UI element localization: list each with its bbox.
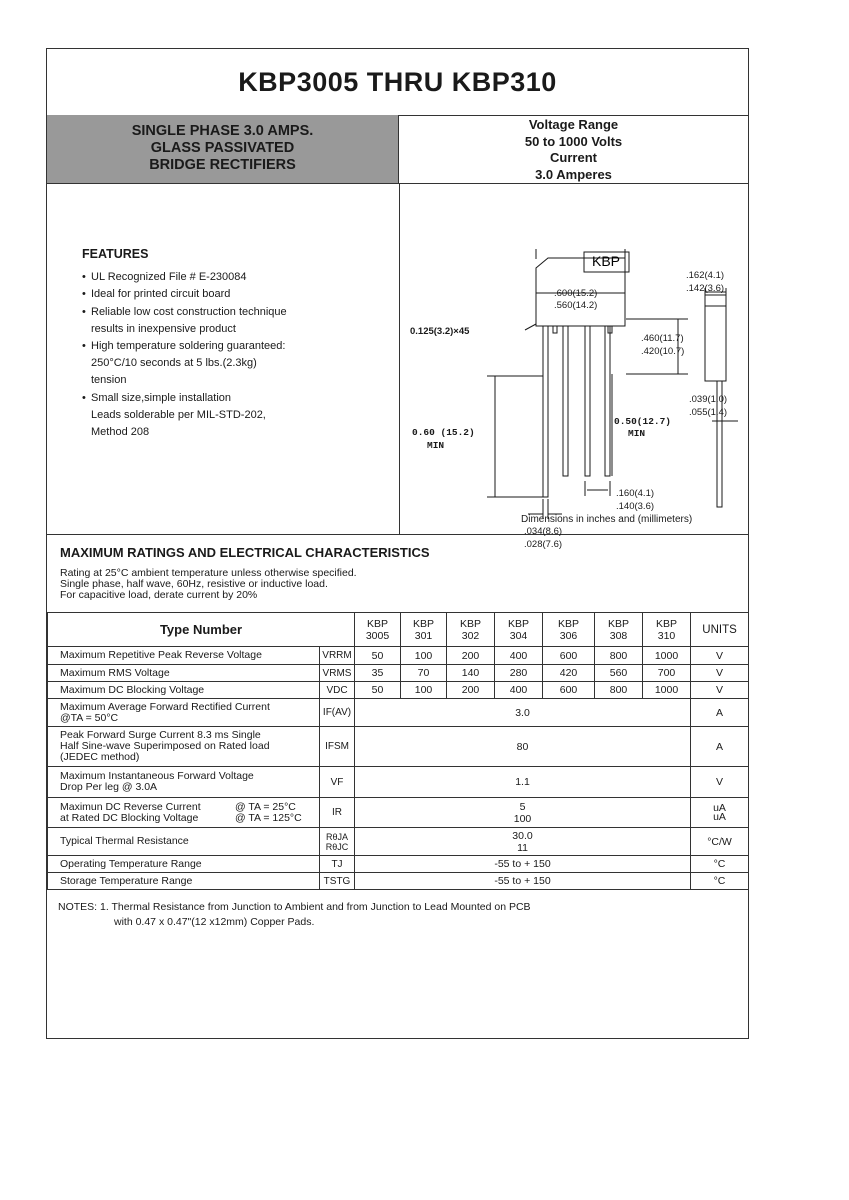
value-cell: 700 [643, 665, 691, 682]
part-header: KBP 304 [495, 613, 543, 647]
dimensions-note: Dimensions in inches and (millimeters) [521, 514, 693, 525]
value-cell: 1000 [643, 682, 691, 699]
part-header: KBP 301 [401, 613, 447, 647]
value-cell: 600 [543, 682, 595, 699]
table-row [48, 699, 749, 727]
symbol-cell: VF [320, 767, 355, 798]
feature-text: tension [91, 374, 127, 387]
lead [563, 326, 568, 476]
dim-pitch-top: .160(4.1) [616, 488, 655, 499]
table-row [48, 828, 749, 856]
datasheet-frame [46, 48, 749, 1039]
ratings-title: MAXIMUM RATINGS AND ELECTRICAL CHARACTERISTICS [60, 545, 430, 560]
type-number-header: Type Number [48, 613, 355, 647]
desc-line: SINGLE PHASE 3.0 AMPS. [131, 123, 314, 139]
table-row [48, 873, 749, 890]
value-cell: 100 [401, 647, 447, 665]
value-cell: 1000 [643, 647, 691, 665]
table-row [48, 798, 749, 828]
dim-height-top: .460(11.7) [641, 333, 684, 344]
unit-cell: V [691, 767, 749, 798]
value-cell: 140 [447, 665, 495, 682]
bullet: • [82, 340, 86, 353]
value-cell: 50 [355, 682, 401, 699]
param-cell: Maximum Repetitive Peak Reverse Voltage [48, 647, 320, 665]
feature-text: 250°C/10 seconds at 5 lbs.(2.3kg) [91, 357, 257, 370]
units-header: UNITS [691, 613, 749, 647]
product-rating-summary [399, 115, 748, 184]
symbol-cell: RθJA RθJC [320, 828, 355, 856]
bullet: • [82, 288, 86, 301]
feature-text: Ideal for printed circuit board [91, 288, 231, 301]
value-cell: 50 [355, 647, 401, 665]
summary-line: Voltage Range [528, 117, 619, 132]
unit-cell: A [691, 727, 749, 767]
dim-side-bot: .055(1.4) [689, 407, 728, 418]
lead [605, 326, 610, 476]
value-cell: 400 [495, 647, 543, 665]
value-cell: 5 100 [355, 798, 691, 828]
table-row [48, 665, 749, 682]
part-header: KBP 310 [643, 613, 691, 647]
value-cell: -55 to + 150 [355, 873, 691, 890]
table-row [48, 767, 749, 798]
unit-cell: V [691, 682, 749, 699]
value-cell: 3.0 [355, 699, 691, 727]
package-side-view [705, 295, 726, 381]
table-row [48, 727, 749, 767]
table-header-row [48, 613, 749, 647]
value-cell: 1.1 [355, 767, 691, 798]
notes-footer [58, 900, 531, 930]
lead [585, 326, 590, 476]
unit-cell: uA uA [691, 798, 749, 828]
dim-thick-top: .162(4.1) [686, 270, 725, 281]
dim-lead-left: 0.60 (15.2) [412, 427, 475, 438]
value-cell: 280 [495, 665, 543, 682]
ratings-note: Rating at 25°C ambient temperature unless otherwise specified. [60, 567, 357, 579]
param-cell: Typical Thermal Resistance [48, 828, 320, 856]
ratings-notes [60, 568, 357, 601]
part-header: KBP 3005 [355, 613, 401, 647]
package-name-label: KBP [592, 253, 621, 269]
feature-text: UL Recognized File # E-230084 [91, 271, 247, 284]
feature-text: Reliable low cost construction technique [91, 305, 287, 318]
value-cell: 30.0 11 [355, 828, 691, 856]
value-cell: 800 [595, 682, 643, 699]
value-cell: -55 to + 150 [355, 856, 691, 873]
feature-item [82, 338, 287, 390]
symbol-cell: IF(AV) [320, 699, 355, 727]
value-cell: 200 [447, 682, 495, 699]
page-title: KBP3005 THRU KBP310 [47, 49, 748, 116]
feature-item [82, 286, 287, 303]
section-divider [47, 534, 748, 535]
part-header: KBP 302 [447, 613, 495, 647]
dim-lead-right: 0.50(12.7) [614, 416, 672, 427]
symbol-cell: VRMS [320, 665, 355, 682]
dim-width-top: .600(15.2) [554, 288, 598, 299]
feature-text: Small size,simple installation [91, 391, 231, 404]
param-cell: Operating Temperature Range [48, 856, 320, 873]
value-cell: 400 [495, 682, 543, 699]
dim-lead-left-min: MIN [427, 440, 445, 451]
symbol-cell: VDC [320, 682, 355, 699]
value-cell: 100 [401, 682, 447, 699]
note-line: NOTES: 1. Thermal Resistance from Junction to Ambient and from Junction to Lead Mounted on PCB [58, 901, 531, 913]
symbol-cell: IFSM [320, 727, 355, 767]
part-header: KBP 308 [595, 613, 643, 647]
bullet: • [82, 271, 86, 284]
desc-line: BRIDGE RECTIFIERS [149, 157, 296, 173]
ratings-note: For capacitive load, derate current by 20% [60, 589, 258, 601]
value-cell: 80 [355, 727, 691, 767]
param-cell: Maximun DC Reverse Current at Rated DC Blocking Voltage @ TA = 25°C @ TA = 125°C [48, 798, 320, 828]
dim-width-bot: .560(14.2) [554, 300, 598, 311]
dim-lead-right-min: MIN [628, 428, 646, 439]
unit-cell: V [691, 647, 749, 665]
value-cell: 35 [355, 665, 401, 682]
dim-height-bot: .420(10.7) [641, 346, 685, 357]
param-cell: Storage Temperature Range [48, 873, 320, 890]
summary-line: Current [550, 150, 597, 165]
unit-cell: A [691, 699, 749, 727]
ratings-table [47, 612, 749, 890]
feature-item [82, 269, 287, 286]
lead [543, 326, 548, 497]
dim-pin-bot: .028(7.6) [524, 539, 563, 550]
features-list [82, 269, 287, 441]
unit-cell: °C [691, 856, 749, 873]
product-description [47, 115, 399, 184]
dim-pin-top: .034(8.6) [524, 526, 563, 537]
value-cell: 70 [401, 665, 447, 682]
part-header: KBP 306 [543, 613, 595, 647]
features-section [82, 246, 287, 441]
value-cell: 420 [543, 665, 595, 682]
feature-text: Method 208 [91, 426, 150, 439]
symbol-cell: TJ [320, 856, 355, 873]
feature-text: High temperature soldering guaranteed: [91, 340, 286, 353]
table-row [48, 682, 749, 699]
unit-cell: °C/W [691, 828, 749, 856]
summary-line: 3.0 Amperes [535, 166, 612, 182]
table-row [48, 647, 749, 665]
dim-chamfer: 0.125(3.2)×45 [410, 326, 470, 337]
param-cell: Maximum Instantaneous Forward Voltage Drop Per leg @ 3.0A [48, 767, 320, 798]
ratings-note: Single phase, half wave, 60Hz, resistive or inductive load. [60, 578, 328, 590]
bullet: • [82, 391, 86, 404]
symbol-cell: IR [320, 798, 355, 828]
feature-item [82, 304, 287, 338]
table-row [48, 856, 749, 873]
value-cell: 600 [543, 647, 595, 665]
value-cell: 200 [447, 647, 495, 665]
dim-side-top: .039(1.0) [689, 394, 728, 405]
bullet: • [82, 305, 86, 318]
feature-text: Leads solderable per MIL-STD-202, [91, 408, 266, 421]
symbol-cell: VRRM [320, 647, 355, 665]
summary-line: 50 to 1000 Volts [524, 133, 623, 149]
unit-cell: V [691, 665, 749, 682]
unit-cell: °C [691, 873, 749, 890]
value-cell: 560 [595, 665, 643, 682]
note-line: with 0.47 x 0.47"(12 x12mm) Copper Pads. [114, 916, 315, 928]
features-heading: FEATURES [82, 247, 149, 261]
value-cell: 800 [595, 647, 643, 665]
dim-pitch-bot: .140(3.6) [616, 501, 655, 512]
param-cell: Maximum Average Forward Rectified Current @TA = 50°C [48, 699, 320, 727]
feature-item [82, 390, 287, 442]
dim-thick-bot: .142(3.6) [686, 283, 725, 294]
symbol-cell: TSTG [320, 873, 355, 890]
param-cell: Peak Forward Surge Current 8.3 ms Single Half Sine-wave Superimposed on Rated load (JEDEC method) [48, 727, 320, 767]
param-cell: Maximum RMS Voltage [48, 665, 320, 682]
param-cell: Maximum DC Blocking Voltage [48, 682, 320, 699]
desc-line: GLASS PASSIVATED [150, 140, 295, 156]
feature-text: results in inexpensive product [91, 322, 236, 335]
